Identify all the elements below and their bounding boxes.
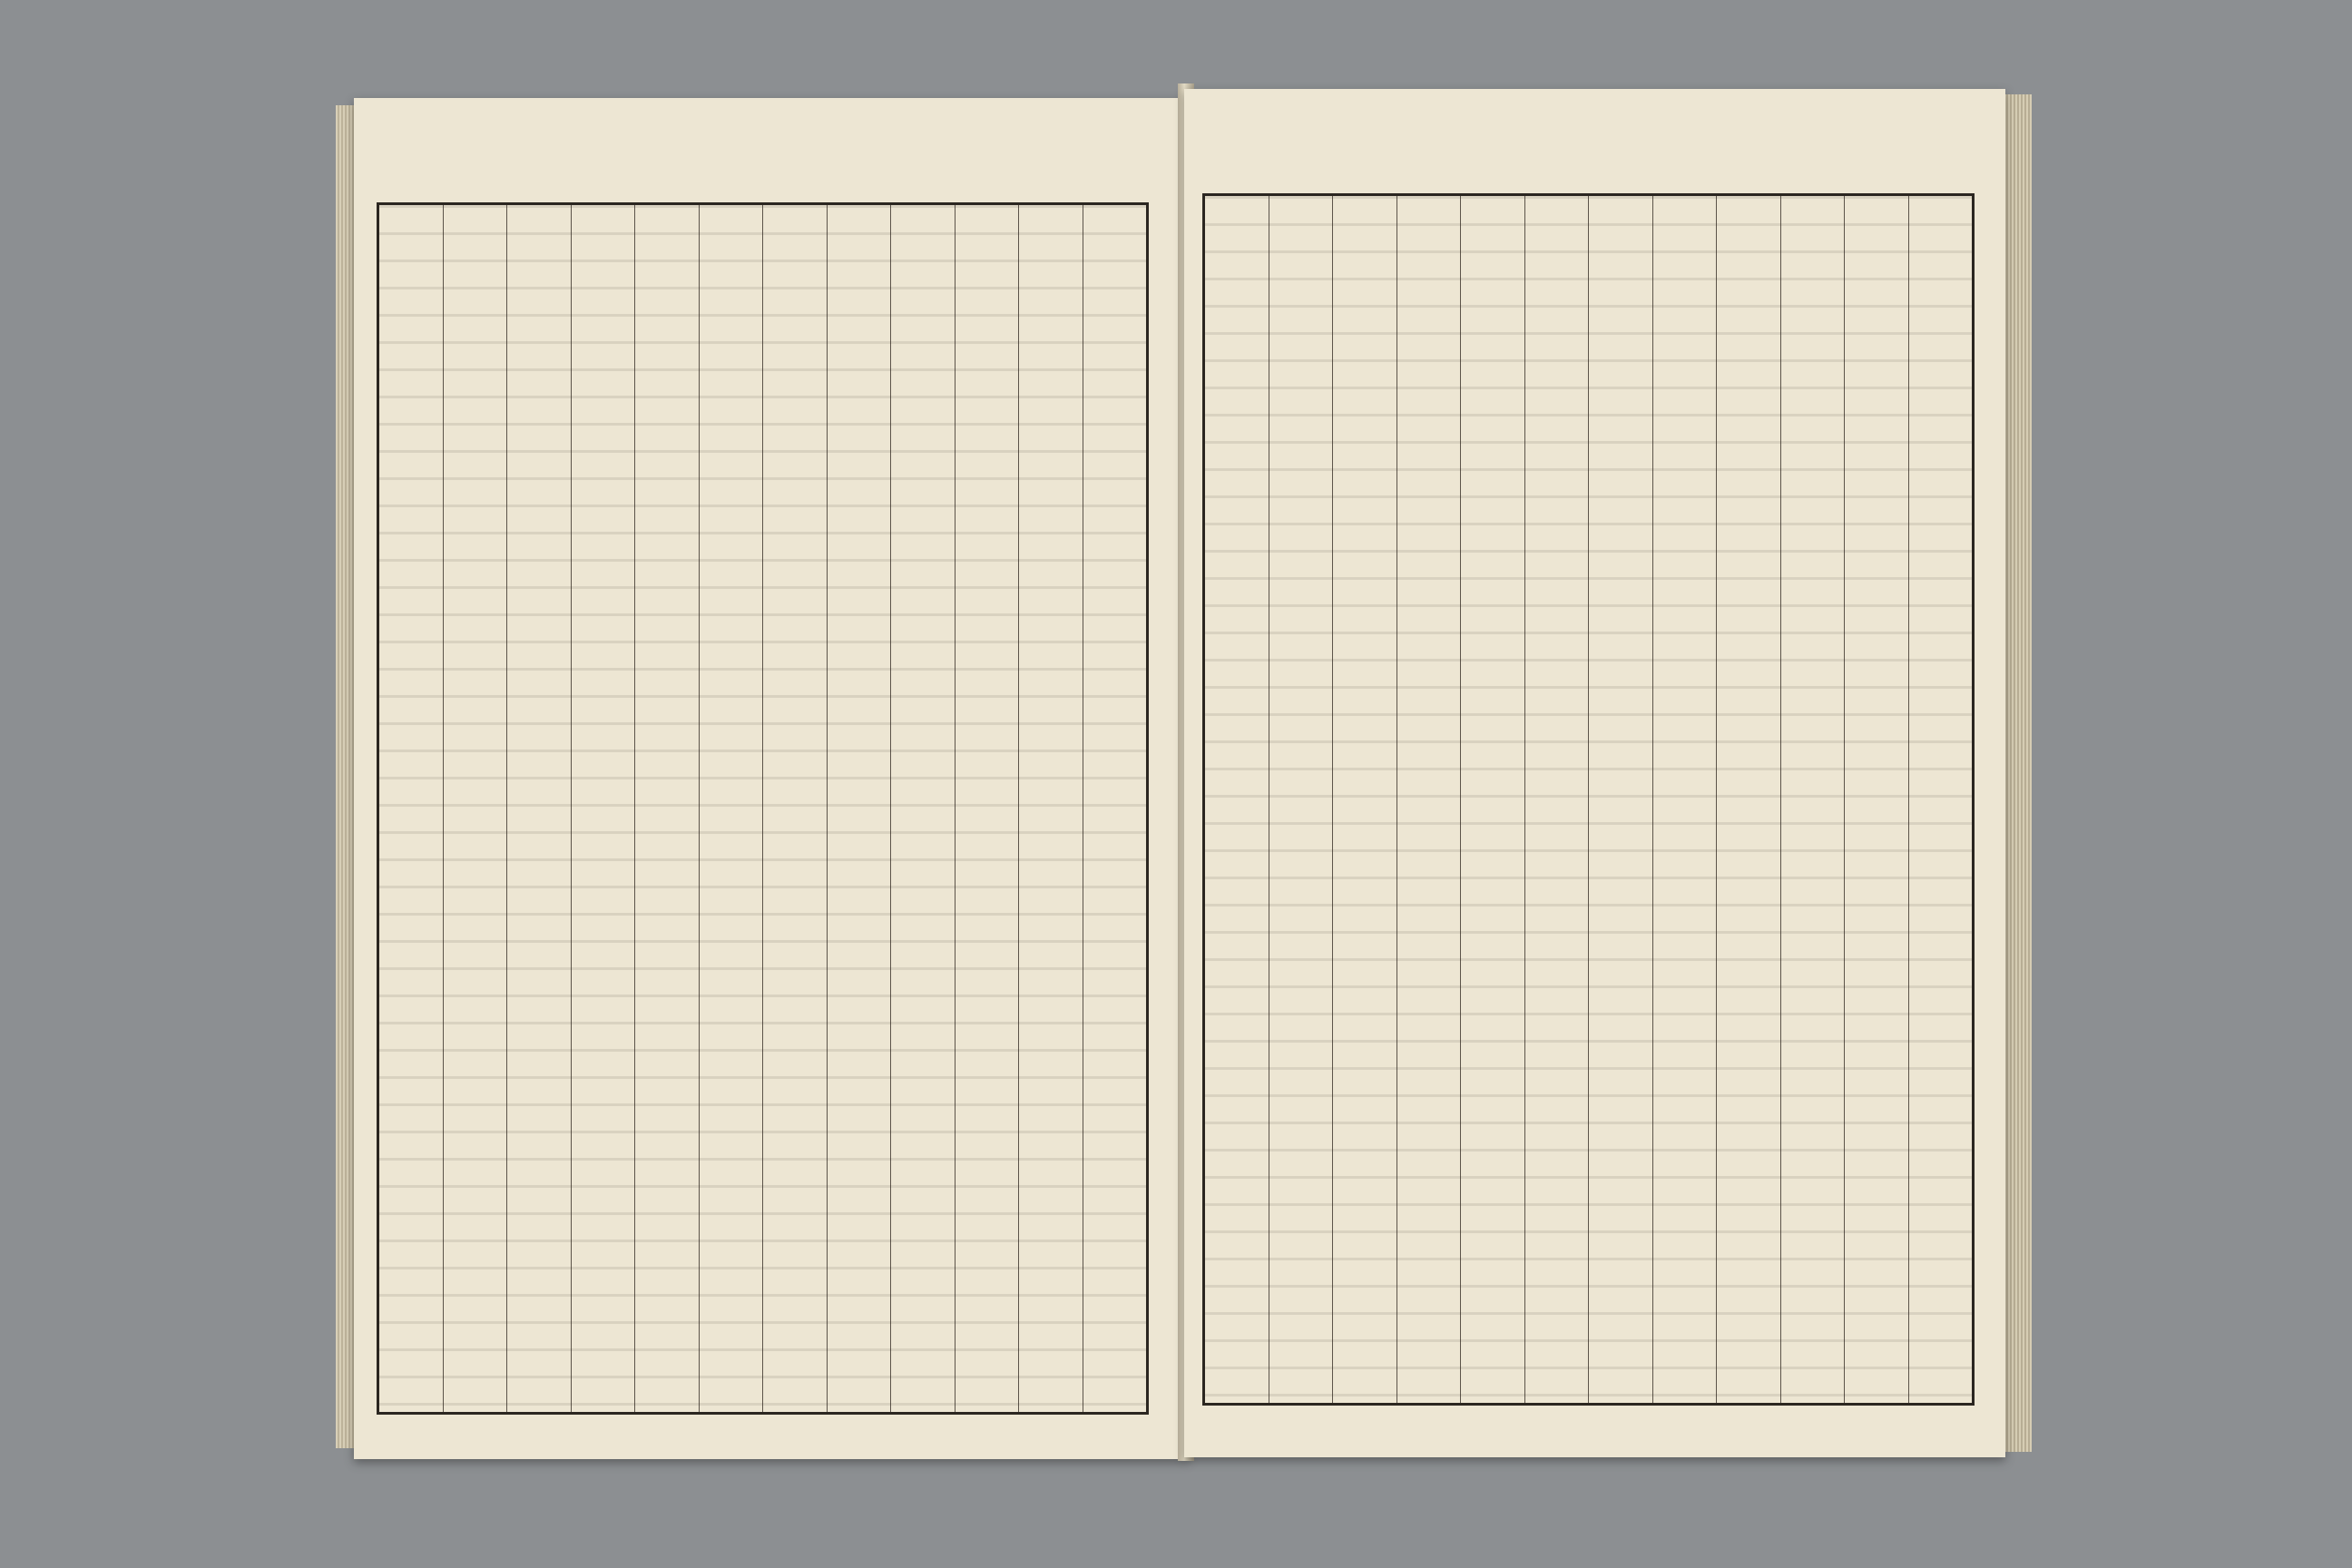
left-page-column (762, 205, 827, 1412)
right-page-column (1908, 196, 1973, 1403)
right-page-column (1269, 196, 1333, 1403)
left-page-column (955, 205, 1019, 1412)
left-page-column (571, 205, 635, 1412)
right-page-column (1205, 196, 1269, 1403)
right-text-frame (1202, 193, 1975, 1406)
left-page-column (1018, 205, 1083, 1412)
right-page-column (1652, 196, 1717, 1403)
right-page-column (1460, 196, 1524, 1403)
left-page (354, 98, 1189, 1459)
left-page-column (443, 205, 507, 1412)
right-page-column (1844, 196, 1908, 1403)
right-page-column (1780, 196, 1845, 1403)
right-page-edges (2001, 94, 2032, 1452)
right-page-column (1524, 196, 1589, 1403)
left-page-column (890, 205, 955, 1412)
left-page-column (506, 205, 571, 1412)
left-column-set (379, 205, 1146, 1412)
left-page-column (827, 205, 891, 1412)
left-page-column (634, 205, 699, 1412)
left-page-column (1083, 205, 1147, 1412)
left-page-column (379, 205, 443, 1412)
right-page-column (1332, 196, 1396, 1403)
right-column-set (1205, 196, 1972, 1403)
right-page-column (1588, 196, 1652, 1403)
right-page (1184, 89, 2005, 1457)
right-page-column (1716, 196, 1780, 1403)
right-page-column (1396, 196, 1461, 1403)
left-page-column (699, 205, 763, 1412)
left-text-frame (377, 202, 1149, 1415)
